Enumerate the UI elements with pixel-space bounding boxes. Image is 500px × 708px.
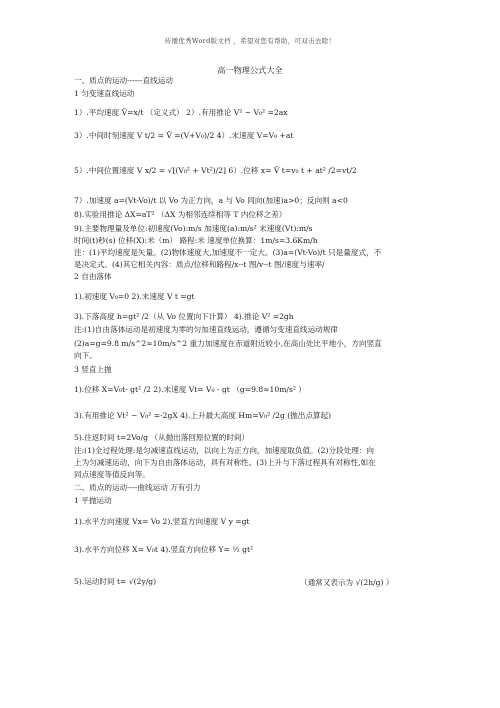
- subsection-heading: 3 竖直上抛: [74, 365, 112, 374]
- formula-line: 5).运动时间 t= √(2y/g): [74, 577, 157, 586]
- text-line: 是决定式。(4)其它相关内容：质点/位移和路程/x--t 图/v--t 图/速度与速率/: [74, 260, 325, 269]
- formula-line: 1).位移 X=V₀t- gt² /2 2).末速度 Vt= V₀ - gt （g=9.8≈10m/s² ）: [74, 385, 306, 394]
- formula-note: （通常又表示为 √(2h/g) ）: [300, 578, 394, 587]
- formula-line: 1).初速度 V₀=0 2).末速度 V t =gt: [74, 292, 195, 301]
- formula-line: 7）.加速度 a=(Vt-Vo)/t 以 Vo 为正方向，a 与 Vo 同向(加速)a>0；反向则 a<0: [74, 196, 348, 205]
- text-line: 注:(1)全过程处理:是匀减速直线运动，以向上为正方向，加速度取负值。(2)分段处理：向: [74, 446, 375, 455]
- text-line: 注:(1)自由落体运动是初速度为零的匀加速直线运动，遵循匀变速直线运动规律: [74, 325, 338, 334]
- text-line: 9).主要物理量及单位:初速度(Vo):m/s 加速度(a):m/s² 末速度(Vt):m/s: [74, 224, 313, 233]
- section-heading: 一、质点的运动------直线运动: [74, 76, 173, 85]
- subsection-heading: 2 自由落体: [74, 272, 112, 281]
- text-line: (2)a=g=9.8 m/s^2≈10m/s^2 重力加速度在赤道附近较小,在高山处比平地小，方向竖直: [74, 339, 382, 348]
- formula-line: 3）.中间时刻速度 V t/2 = V̄ =(V+V₀)/2 4）.末速度 V=V₀ +at: [74, 131, 294, 140]
- formula-line: 3).水平方向位移 X= V₀t 4).竖直方向位移 Y= ½ gt²: [74, 545, 254, 554]
- formula-line: 3).有用推论 Vt² − V₀² =-2gX 4).上升最大高度 Hm=V₀² /2g (抛出点算起): [74, 411, 332, 420]
- subsection-heading: 1 平抛运动: [74, 496, 112, 505]
- formula-line: 1）.平均速度 V̄=x/t （定义式） 2）.有用推论 V² − V₀² =2ax: [74, 108, 288, 117]
- subsection-heading: 1 匀变速直线运动: [74, 89, 135, 98]
- formula-line: 8).实验用推论 ΔX=aT² （ΔX 为相邻连续相等 T 内位移之差）: [74, 210, 287, 219]
- formula-line: 1).水平方向速度 Vx= Vo 2).竖直方向速度 V y =gt: [74, 517, 250, 526]
- text-line: 注：(1)平均速度是矢量。(2)物体速度大,加速度不一定大。(3)a=(Vt-Vo)/t 只是量度式，不: [74, 248, 382, 257]
- text-line: 时间(t)秒(s) 位移(X):米（m） 路程:米 速度单位换算：1m/s=3.6Km/h: [74, 236, 318, 245]
- formula-line: 5）.中间位置速度 V x/2 = √[(V₀² + Vt²)/2] 6）.位移 x= V̄ t=v₀ t + at² /2=vt/2: [74, 166, 357, 175]
- section-heading: 二、质点的运动----曲线运动 万有引力: [74, 483, 201, 492]
- document-title: 高一物理公式大全: [217, 65, 283, 75]
- formula-line: 5).往返时间 t=2Vo/g （从抛出落回原位置的时间）: [74, 433, 250, 442]
- text-line: 同点速度等值反向等。: [74, 470, 150, 479]
- text-line: 上为匀减速运动，向下为自由落体运动，具有对称性。(3)上升与下落过程具有对称性,如在: [74, 458, 376, 467]
- header-note: 传播优秀Word版文档 ，希望对您有帮助，可双击去除！: [164, 37, 336, 45]
- formula-line: 3).下落高度 h=gt² /2（从 Vo 位置向下计算） 4).推论 V² =2gh: [74, 312, 294, 321]
- text-line: 向下。: [74, 351, 97, 360]
